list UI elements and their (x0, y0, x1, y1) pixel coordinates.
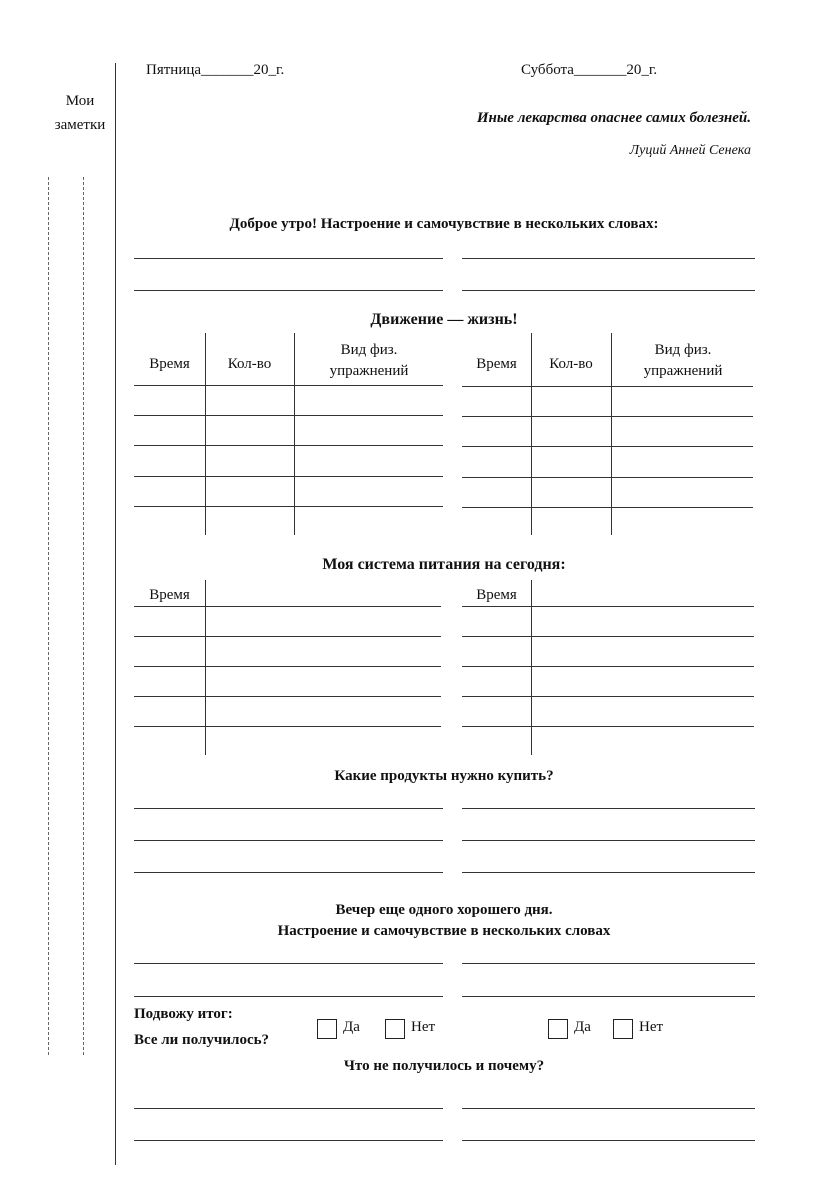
col-type (611, 340, 755, 382)
write-line[interactable] (462, 1108, 755, 1109)
row-line[interactable] (462, 606, 754, 607)
yes-checkbox-right[interactable] (548, 1019, 568, 1039)
margin-divider (115, 63, 116, 1165)
row-line[interactable] (134, 696, 441, 697)
row-line[interactable] (462, 726, 754, 727)
row-line[interactable] (462, 696, 754, 697)
evening-title (134, 900, 754, 942)
write-line[interactable] (462, 1140, 755, 1141)
col-type (294, 340, 444, 382)
write-line[interactable] (134, 290, 443, 291)
row-line[interactable] (462, 446, 753, 447)
col-time: Время (476, 356, 517, 372)
row-line[interactable] (462, 666, 754, 667)
no-label: Нет (411, 1019, 436, 1035)
friday-date-field[interactable]: Пятница_______20_г. (146, 62, 285, 78)
row-line[interactable] (134, 606, 441, 607)
write-line[interactable] (134, 996, 443, 997)
write-line[interactable] (462, 290, 755, 291)
col-type-line: упражнений (643, 363, 723, 379)
write-line[interactable] (134, 872, 443, 873)
col-divider (294, 333, 295, 535)
row-line (462, 386, 753, 387)
row-line[interactable] (134, 476, 443, 477)
row-line[interactable] (462, 636, 754, 637)
col-count: Кол-во (227, 356, 272, 372)
notes-label-line: заметки (54, 117, 106, 133)
write-line[interactable] (134, 258, 443, 259)
col-divider (611, 333, 612, 535)
why-title: Что не получилось и почему? (343, 1058, 545, 1074)
no-label: Нет (639, 1019, 664, 1035)
nutrition-title: Моя система питания на сегодня: (322, 556, 566, 573)
evening-title-line: Вечер еще одного хорошего дня. (335, 902, 553, 918)
write-line[interactable] (134, 963, 443, 964)
row-line[interactable] (462, 507, 753, 508)
col-type-line: упражнений (329, 363, 409, 379)
notes-label (40, 89, 120, 137)
yes-label: Да (343, 1019, 360, 1035)
write-line[interactable] (134, 840, 443, 841)
saturday-date-field[interactable]: Суббота_______20_г. (521, 62, 658, 78)
write-line[interactable] (134, 1140, 443, 1141)
row-line[interactable] (134, 666, 441, 667)
yes-label: Да (574, 1019, 591, 1035)
write-line[interactable] (462, 872, 755, 873)
col-type-line: Вид физ. (340, 342, 398, 358)
row-line[interactable] (134, 445, 443, 446)
morning-title: Доброе утро! Настроение и самочувствие в нескольких словах: (229, 216, 659, 232)
write-line[interactable] (462, 963, 755, 964)
col-time: Время (149, 587, 190, 603)
notes-column-line (48, 177, 49, 1055)
summary-label: Подвожу итог: (134, 1006, 233, 1022)
notes-column-line (83, 177, 84, 1055)
summary-question: Все ли получилось? (134, 1032, 270, 1048)
quote-author: Луций Анней Сенека (629, 143, 751, 158)
yes-checkbox-left[interactable] (317, 1019, 337, 1039)
row-line[interactable] (134, 636, 441, 637)
write-line[interactable] (462, 840, 755, 841)
write-line[interactable] (134, 808, 443, 809)
row-line[interactable] (462, 416, 753, 417)
col-count: Кол-во (549, 356, 593, 372)
quote-text: Иные лекарства опаснее самих болезней. (476, 110, 751, 126)
write-line[interactable] (462, 258, 755, 259)
exercise-title: Движение — жизнь! (370, 311, 518, 328)
row-line (134, 385, 443, 386)
row-line[interactable] (134, 415, 443, 416)
col-time: Время (149, 356, 190, 372)
col-divider (205, 333, 206, 535)
write-line[interactable] (462, 996, 755, 997)
notes-label-line: Мои (65, 93, 95, 109)
row-line[interactable] (134, 506, 443, 507)
col-type-line: Вид физ. (654, 342, 712, 358)
row-line[interactable] (134, 726, 441, 727)
col-divider (531, 333, 532, 535)
evening-title-line: Настроение и самочувствие в нескольких словах (277, 923, 611, 939)
col-time: Время (476, 587, 517, 603)
write-line[interactable] (462, 808, 755, 809)
row-line[interactable] (462, 477, 753, 478)
no-checkbox-left[interactable] (385, 1019, 405, 1039)
write-line[interactable] (134, 1108, 443, 1109)
no-checkbox-right[interactable] (613, 1019, 633, 1039)
shopping-title: Какие продукты нужно купить? (334, 768, 554, 784)
